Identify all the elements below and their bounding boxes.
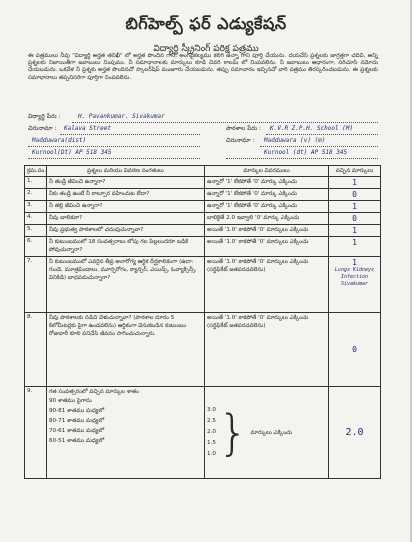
form-title: బిగ్‌హెల్ప్ ఫర్ ఎడ్యుకేషన్ <box>125 14 287 33</box>
scale-value: 3.0 <box>207 407 216 413</box>
row-question: నీవు ప్రభుత్వ పాఠశాలలో చదువుచున్నావా? <box>47 225 205 237</box>
row-question: నీవు బాలికవా? <box>47 213 205 225</box>
school-address-label: చిరునామా : <box>226 137 255 144</box>
school-name-value: K.V.R Z.P.H. School (M) <box>270 125 354 132</box>
row-marks-rule: అయితే '1.0' కాకపోతే '0' మార్కులు ఎక్కించు (సర్టిఫికేట్ జతపరచవలెను) <box>205 313 329 387</box>
row-marks-rule: అయితే '1.0' కాకపోతే '0' మార్కులు ఎక్కించు (సర్టిఫికేట్ జతపరచవలెను) <box>205 257 329 313</box>
table-row <box>25 313 381 387</box>
row-score: 1 <box>352 258 357 267</box>
row-score[interactable]: 2.0 <box>329 387 381 479</box>
row-question: నీ కుటుంబములో 18 సంవత్సరాలు లోపు గల పిల్లలందరూ బడికి పోవుచున్నారా? <box>47 237 205 257</box>
table-row <box>25 387 381 479</box>
student-details <box>28 113 378 161</box>
marks-scale <box>207 405 326 460</box>
row-marks-rule-cell <box>205 387 329 479</box>
row-question: నీ తండ్రి జీవించి ఉన్నారా? <box>47 177 205 189</box>
row-no: 7. <box>25 257 47 313</box>
form-instructions: ఈ పత్రములు నీవు "విద్యార్థి అర్హత తనిఖీ" లో అర్హత పొందిన గాని, అంగవైకల్యము కలిగి ఉన్నా గాని పూర్తి చేయును. దయచేసి ప్రశ్నలకు జాగ్రత్తగా చదివి, అన్ని ప్రశ్నలకు నిజాయితీగా జవాబులు నింపుము. నీ సమాధానాలకు మార్కులు కూడి చివరి కాలమ్ లో నింపవలెను. నీ జవాబులు ఆధారంగా, సరిచూసి నమోదు చేయబడును. ఒకవేళ నీ ప్రశ్నకు అర్హత పొందినచో స్కాలర్‌షిప్ మంజూరు చేయబడును. తప్పు సమాచారం ఇచ్చినచో వారి పత్రము తిరస్కరించబడును. ఈ ప్రశ్నలకు సమాధానాలు తప్పనిసరిగా పూర్తిగా నింపవలెను. <box>28 53 378 81</box>
col-header-score: వచ్చిన మార్కులు <box>329 166 381 177</box>
row-no: 5. <box>25 225 47 237</box>
row-marks-rule: అయితే '1.0' కాకపోతే '0' మార్కులు ఎక్కించు <box>205 237 329 257</box>
scale-value: 2.5 <box>207 418 216 424</box>
percent-range-list <box>49 396 202 446</box>
school-address-value: Madduwara (v) (m) <box>264 137 326 144</box>
table-row <box>25 213 381 225</box>
row-question: నీవు పాఠశాలకు నడిచి వెళుచున్నావా? (పాఠశాల దూరం 5 కిలోమీటర్లకు పైగా ఉండవలెను) ఆర్థికంగా వెనుకబడిన కుటుంబం రోజువారీ కూలి పనిచేసి జీవనం సాగించుచున్నారు. <box>47 313 205 387</box>
student-name-label: విద్యార్థి పేరు : <box>28 113 61 120</box>
row-no: 2. <box>25 189 47 201</box>
row-score[interactable]: 0 <box>329 213 381 225</box>
scale-value: 1.5 <box>207 440 216 446</box>
row-marks-rule: ఉన్నారో '1' లేకపోతే '0' మార్కు ఎక్కించు <box>205 201 329 213</box>
row-score-note: Lungs Kidneys Infection Sivakumar <box>334 267 375 287</box>
scale-value: 2.0 <box>207 429 216 435</box>
list-item: 80-71 శాతము మధ్యలో <box>49 418 105 424</box>
table-row <box>25 237 381 257</box>
row-score[interactable]: 1 <box>329 177 381 189</box>
row-score[interactable]: 1 <box>329 237 381 257</box>
table-row <box>25 177 381 189</box>
table-row <box>25 189 381 201</box>
table-row <box>25 225 381 237</box>
list-item: 90-81 శాతము మధ్యలో <box>49 408 105 414</box>
row-question: నీ తల్లి జీవించి ఉన్నారా? <box>47 201 205 213</box>
table-header-row <box>25 166 381 177</box>
row-score[interactable]: 1 <box>329 225 381 237</box>
row-score[interactable]: 0 <box>329 189 381 201</box>
row-no: 9. <box>25 387 47 479</box>
table-row <box>25 257 381 313</box>
row-marks-rule: ఉన్నారో '1' లేకపోతే '0' మార్కు ఎక్కించు <box>205 177 329 189</box>
row-question: గత సంవత్సరంలో వచ్చిన మార్కుల శాతం <box>49 389 139 395</box>
col-header-question: ప్రశ్నలు మరియు వివరణ సంగతులు <box>47 166 205 177</box>
row-no: 8. <box>25 313 47 387</box>
row-no: 6. <box>25 237 47 257</box>
scale-value: 1.0 <box>207 451 216 457</box>
row-no: 1. <box>25 177 47 189</box>
row-marks-rule: ఉన్నారో '1' లేకపోతే '0' మార్కు ఎక్కించు <box>205 189 329 201</box>
row-question: నీకు తండ్రి ఉంటే నీ కాల్పూర వహించుట లేదా? <box>47 189 205 201</box>
col-header-marks-detail: మార్కుల వివరములు <box>205 166 329 177</box>
col-header-serial: క్రమ.సం. <box>25 166 47 177</box>
row-score-cell[interactable] <box>329 257 381 313</box>
row-question: నీ కుటుంబములో ఎవరైన తీవ్ర అనారోగ్య ఆర్థిక దీర్ఘకాలికంగా (ఉదా: గుండె, మూత్రపిండాలు, మూర్ఛరోగం, క్యాన్సర్, ఎయిడ్స్, ఓవ్యాక్సిన్స్, వినికిడి) బాధపడుచున్నారా? <box>47 257 205 313</box>
row-question-cell <box>47 387 205 479</box>
list-item: 60-51 శాతము మధ్యలో <box>49 438 105 444</box>
school-name-label: పాఠశాల పేరు : <box>226 125 262 132</box>
row-score[interactable]: 0 <box>329 313 381 387</box>
row-no: 4. <box>25 213 47 225</box>
row-score[interactable]: 1 <box>329 201 381 213</box>
screening-table <box>24 165 381 479</box>
brace-icon: } <box>217 404 249 461</box>
table-row <box>25 201 381 213</box>
list-item: 90 శాతము పైగాను <box>49 398 92 404</box>
address-value-3: Kurnool(Dt) AP 518 345 <box>32 149 112 156</box>
form-subtitle: విద్యార్థి స్క్రీనింగ్ పరిక్ష పత్రము <box>153 44 259 54</box>
school-address-value-2: Kurnool (dt) AP 518 345 <box>264 149 348 156</box>
marks-scale-values <box>207 405 216 460</box>
student-name-value: H. Pavankumar. Sivakumar <box>78 113 165 120</box>
row-marks-rule: బాలికైతే 2.0 ఇవ్వాలి '0' మార్కు ఎక్కించు <box>205 213 329 225</box>
row-marks-rule: మార్కులు ఎక్కించు <box>250 429 293 436</box>
address-value-2: Madduwara(dist) <box>32 137 87 144</box>
address-label: చిరునామా : <box>28 125 57 132</box>
list-item: 70-61 శాతము మధ్యలో <box>49 428 105 434</box>
row-marks-rule: అయితే '1.0' కాకపోతే '0' మార్కులు ఎక్కించు <box>205 225 329 237</box>
address-value: Kalava Street <box>64 125 111 132</box>
row-no: 3. <box>25 201 47 213</box>
